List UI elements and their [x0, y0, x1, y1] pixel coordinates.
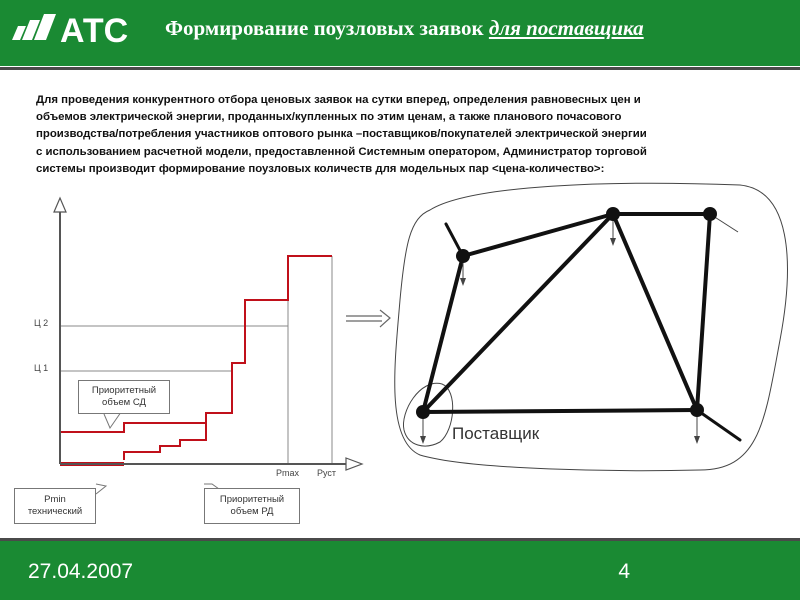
- stub: [697, 410, 740, 440]
- footer-divider: [0, 538, 800, 541]
- edge: [613, 214, 697, 410]
- callout-line: Приоритетный: [91, 385, 157, 396]
- title-emphasis: для поставщика: [488, 16, 644, 40]
- node: [456, 249, 470, 263]
- callout-line: технический: [27, 506, 83, 517]
- y-label-c1: Ц 1: [34, 363, 49, 373]
- callout-line: Приоритетный: [219, 494, 285, 505]
- paragraph-line: объемов электрической энергии, проданных/купленных по этим ценам, а также планового почасового: [36, 111, 622, 124]
- edge: [697, 214, 710, 410]
- y-label-c2: Ц 2: [34, 318, 49, 328]
- title-main: Формирование поузловых заявок: [165, 16, 489, 40]
- down-arrow-icon: [694, 436, 700, 444]
- node: [606, 207, 620, 221]
- node: [690, 403, 704, 417]
- paragraph-line: с использованием расчетной модели, предоставленной Системным оператором, Администратор торговой: [36, 145, 647, 158]
- x-label-pust: Pуст: [317, 468, 337, 478]
- down-arrow-icon: [460, 278, 466, 286]
- network-edges: [423, 214, 710, 412]
- down-arrow-icon: [420, 436, 426, 444]
- paragraph-line: Для проведения конкурентного отбора ценовых заявок на сутки вперед, определения равновесных цен и: [36, 94, 641, 106]
- callout-line: объем РД: [230, 506, 274, 517]
- page-number: 4: [618, 560, 630, 583]
- edge: [423, 410, 697, 412]
- edge: [423, 214, 613, 412]
- supplier-node: [416, 405, 430, 419]
- x-label-pmax: Pmax: [276, 468, 300, 478]
- network-nodes: [416, 207, 717, 419]
- footer-date: 27.04.2007: [28, 560, 134, 583]
- footer-bar: [0, 538, 800, 600]
- callout-line: объем СД: [102, 397, 146, 408]
- down-arrow-icon: [610, 238, 616, 246]
- supplier-label: Поставщик: [452, 424, 540, 443]
- paragraph-line: производства/потребления участников оптового рынка –поставщиков/покупателей электрической энергии: [36, 128, 647, 141]
- node: [703, 207, 717, 221]
- logo-text: АТС: [60, 12, 129, 50]
- callout-line: Pmin: [44, 494, 66, 505]
- paragraph-line: системы производит формирование поузловых количеств для модельных пар <цена-количество>:: [36, 162, 605, 175]
